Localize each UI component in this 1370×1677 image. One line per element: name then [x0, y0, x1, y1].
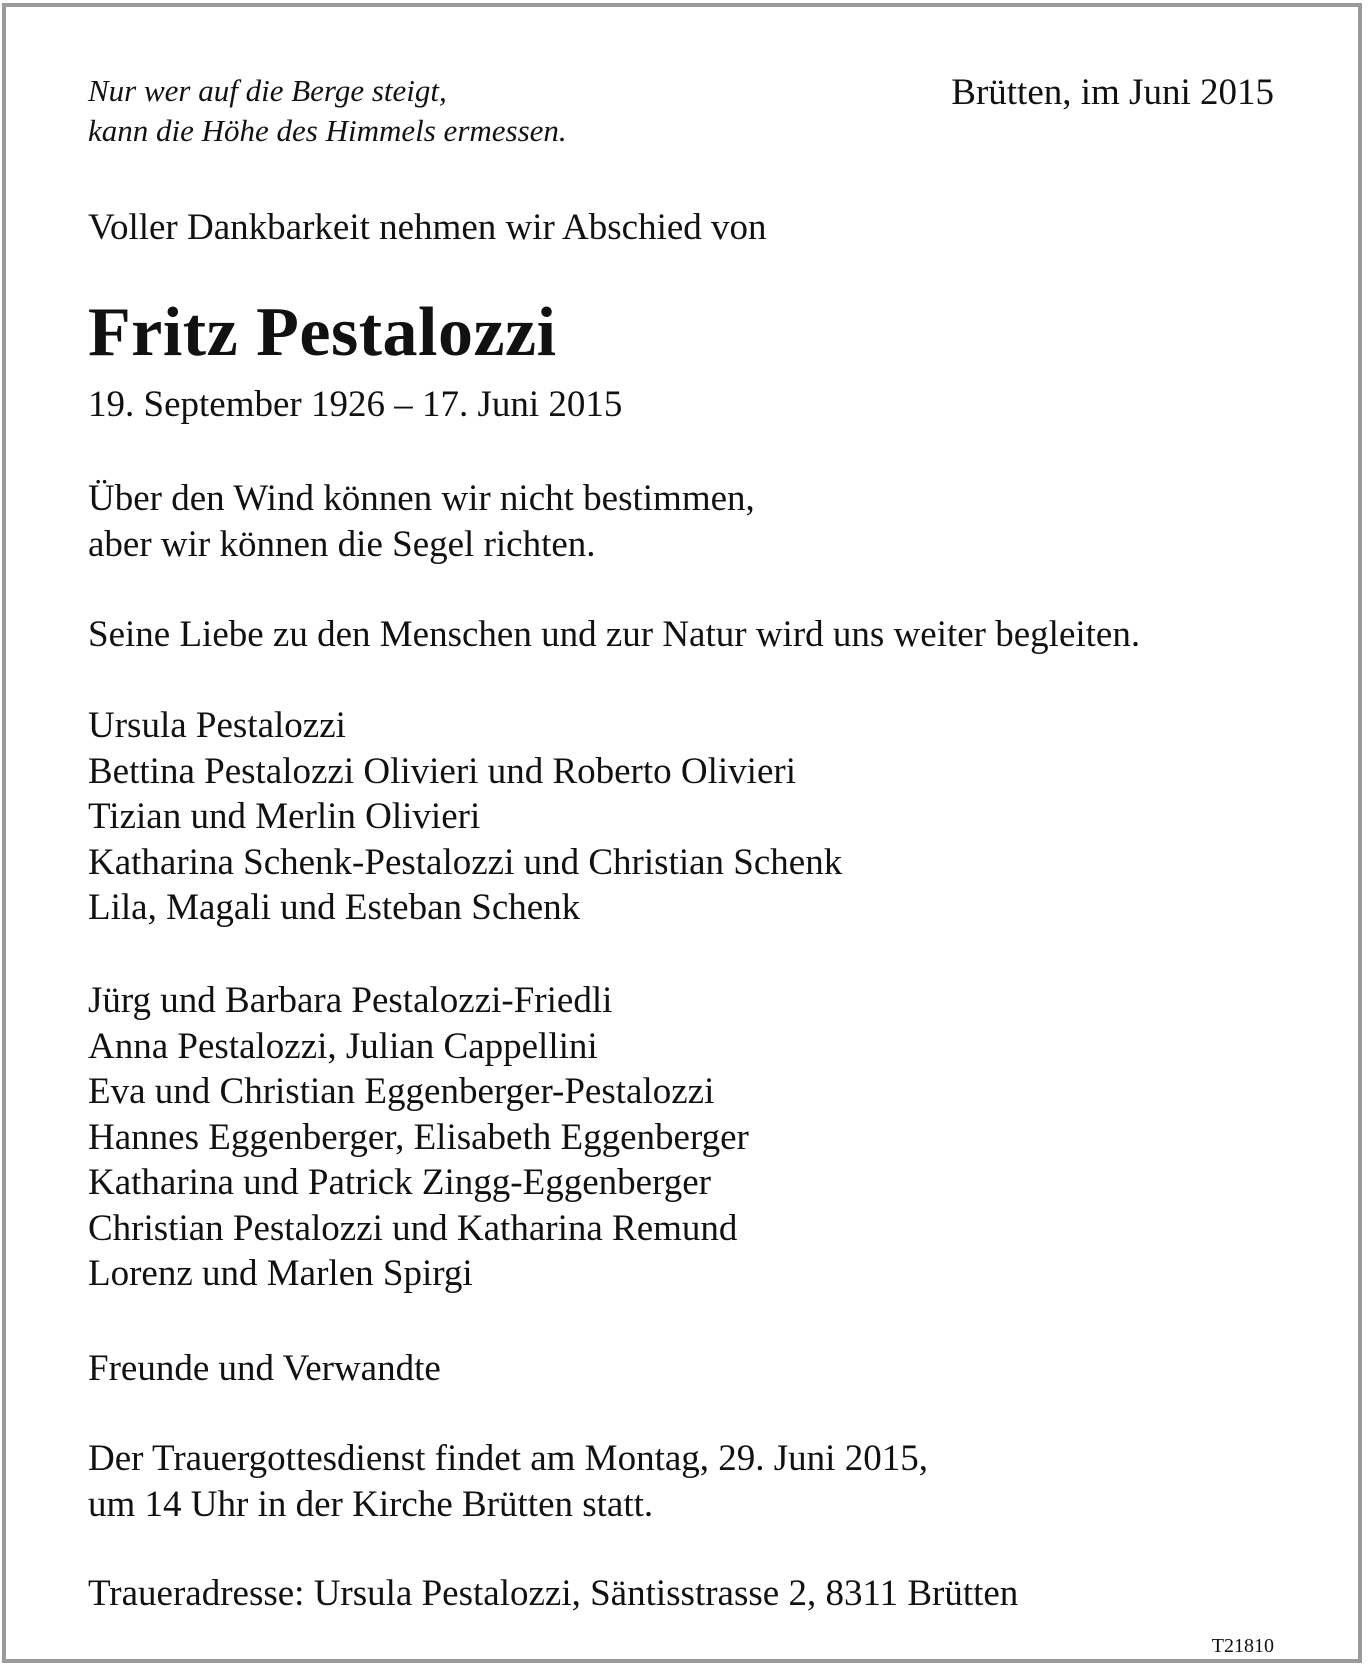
mourner-entry: Bettina Pestalozzi Olivieri und Roberto Olivieri: [88, 750, 796, 792]
place-date: Brütten, im Juni 2015: [951, 72, 1274, 113]
quote-line: Über den Wind können wir nicht bestimmen,: [88, 478, 755, 519]
mourner-entry: Jürg und Barbara Pestalozzi-Friedli: [88, 980, 613, 1021]
tribute-line: Seine Liebe zu den Menschen und zur Natur wird uns weiter begleiten.: [88, 614, 1141, 655]
ad-code: T21810: [1211, 1635, 1274, 1657]
friends-text: Freunde und Verwandte: [88, 1348, 441, 1389]
mourner-entry: Katharina und Patrick Zingg-Eggenberger: [88, 1162, 711, 1203]
mourner-entry: Christian Pestalozzi und Katharina Remund: [88, 1207, 738, 1249]
deceased-name: Fritz Pestalozzi: [88, 294, 557, 371]
service-line: Der Trauergottesdienst findet am Montag, 29. Juni 2015,: [88, 1438, 928, 1479]
mourner-entry: Lila, Magali und Esteban Schenk: [88, 887, 581, 928]
mourner-entry: Eva und Christian Eggenberger-Pestalozzi: [88, 1071, 715, 1112]
motto-line: kann die Höhe des Himmels ermessen.: [88, 113, 567, 148]
mourner-entry: Lorenz und Marlen Spirgi: [88, 1253, 473, 1294]
tribute-text: [88, 612, 1140, 658]
obituary-notice: [2, 3, 1362, 1663]
mourner-entry: Tizian und Merlin Olivieri: [88, 796, 481, 837]
mourners-relatives-list: [88, 978, 749, 1297]
life-dates: 19. September 1926 – 17. Juni 2015: [88, 384, 623, 425]
mourners-family-list: [88, 703, 842, 931]
service-info: [88, 1436, 928, 1527]
mourner-entry: Anna Pestalozzi, Julian Cappellini: [88, 1025, 598, 1067]
quote-line: aber wir können die Segel richten.: [88, 523, 596, 565]
motto: [88, 71, 567, 151]
address-text: Traueradresse: Ursula Pestalozzi, Säntisstrasse 2, 8311 Brütten: [88, 1573, 1019, 1614]
motto-line: Nur wer auf die Berge steigt,: [88, 73, 447, 108]
quote: [88, 476, 755, 567]
mourner-entry: Ursula Pestalozzi: [88, 705, 346, 746]
mourner-entry: Katharina Schenk-Pestalozzi und Christian Schenk: [88, 841, 843, 883]
intro-text: Voller Dankbarkeit nehmen wir Abschied von: [88, 207, 767, 248]
friends-line: [88, 1346, 441, 1392]
service-line: um 14 Uhr in der Kirche Brütten statt.: [88, 1483, 654, 1525]
mourner-entry: Hannes Eggenberger, Elisabeth Eggenberger: [88, 1116, 749, 1158]
mourning-address: [88, 1571, 1018, 1617]
